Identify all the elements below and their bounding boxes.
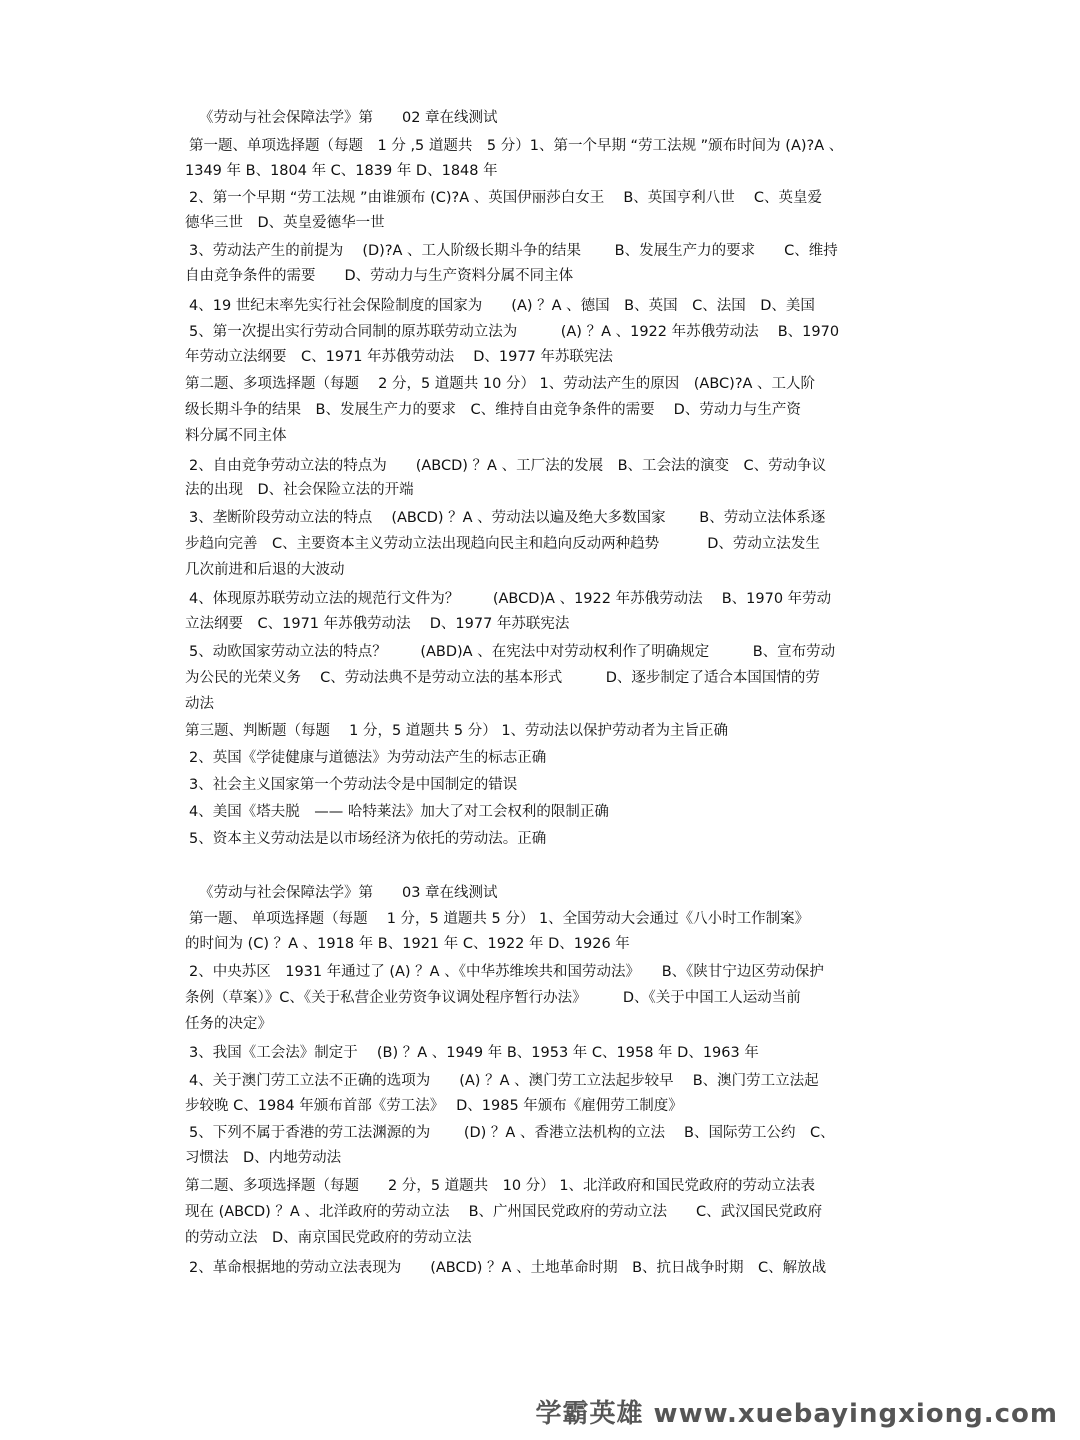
section1-line: 级长期斗争的结果 B、发展生产力的要求 C、维持自由竞争条件的需要 D、劳动力与生产资 [185,402,801,418]
section1-line: 自由竞争条件的需要 D、劳动力与生产资料分属不同主体 [185,268,574,284]
section2-line: 5、下列不属于香港的劳工法渊源的为 (D) ？A 、香港立法机构的立法 B、国际劳工公约 C、 [189,1125,835,1141]
section2-line: 任务的决定》 [185,1016,272,1032]
section2-line: 现在 (ABCD) ？A 、北洋政府的劳动立法 B、广州国民党政府的劳动立法 C、武汉国民党政府 [185,1204,823,1220]
section1-line: 2、英国《学徒健康与道德法》为劳动法产生的标志正确 [189,750,547,766]
section1-line: 动法 [185,696,214,712]
section1-line: 步趋向完善 C、主要资本主义劳动立法出现趋向民主和趋向反动两种趋势 D、劳动立法发生 [185,536,820,552]
section1-line: 料分属不同主体 [185,428,287,444]
section1-line: 5、资本主义劳动法是以市场经济为依托的劳动法。正确 [189,831,547,847]
section1-line: 第三题、判断题（每题 1 分，5 道题共 5 分） 1、劳动法以保护劳动者为主旨正确 [185,723,729,739]
section2-line: 2、革命根据地的劳动立法表现为 (ABCD) ？A 、土地革命时期 B、抗日战争时期 C、解放战 [189,1260,827,1276]
section2-line: 习惯法 D、内地劳动法 [185,1150,342,1166]
section1-line: 4、美国《塔夫脱 —— 哈特莱法》加大了对工会权利的限制正确 [189,804,609,820]
section1-line: 几次前进和后退的大波动 [185,562,345,578]
section1-line: 2、第一个早期 “劳工法规 ”由谁颁布 (C)?A 、英国伊丽莎白女王 B、英国亨利八世 C、英皇爱 [189,190,823,206]
section1-line: 德华三世 D、英皇爱德华一世 [185,215,385,231]
section1-line: 5、第一次提出实行劳动合同制的原苏联劳动立法为 (A) ？A 、1922 年苏俄劳动法 B、1970 [189,324,840,340]
section1-line: 5、动欧国家劳动立法的特点？ (ABD)A 、在宪法中对劳动权利作了明确规定 B、宣布劳动 [189,644,836,660]
section2-line: 第二题、多项选择题（每题 2 分，5 道题共 10 分） 1、北洋政府和国民党政府的劳动立法表 [185,1178,816,1194]
section1-line: 为公民的光荣义务 C、劳动法典不是劳动立法的基本形式 D、逐步制定了适合本国国情的劳 [185,670,820,686]
section2-line: 第一题、 单项选择题（每题 1 分，5 道题共 5 分） 1、全国劳动大会通过《八小时工作制案》 [189,911,810,927]
section1-line: 3、垄断阶段劳动立法的特点 (ABCD) ？A 、劳动法以遍及绝大多数国家 B、劳动立法体系逐 [189,510,826,526]
watermark: 学霸英雄 www.xuebayingxiong.com [535,1399,1058,1429]
section2-line: 条例（草案）》C、《关于私营企业劳资争议调处程序暂行办法》 D、《关于中国工人运动当前 [185,990,801,1006]
section1-line: 法的出现 D、社会保险立法的开端 [185,482,414,498]
section2-line: 2、中央苏区 1931 年通过了 (A) ？A 、《中华苏维埃共和国劳动法》 B、《陕甘宁边区劳动保护 [189,964,824,980]
section2-line: 的时间为 (C) ？A 、1918 年 B、1921 年 C、1922 年 D、1926 年 [185,936,630,952]
section2-line: 4、关于澳门劳工立法不正确的选项为 (A) ？A 、澳门劳工立法起步较早 B、澳门劳工立法起 [189,1073,819,1089]
section1-title: 《劳动与社会保障法学》第 02 章在线测试 [199,110,498,126]
section1-line: 4、体现原苏联劳动立法的规范行文件为？ (ABCD)A 、1922 年苏俄劳动法 B、1970 年劳动 [189,591,832,607]
section1-line: 立法纲要 C、1971 年苏俄劳动法 D、1977 年苏联宪法 [185,616,570,632]
section2-line: 的劳动立法 D、南京国民党政府的劳动立法 [185,1230,472,1246]
section2-line: 步较晚 C、1984 年颁布首部《劳工法》 D、1985 年颁布《雇佣劳工制度》 [185,1098,683,1114]
section1-line: 2、自由竞争劳动立法的特点为 (ABCD) ？A 、工厂法的发展 B、工会法的演变 C、劳动争议 [189,458,827,474]
section2-line: 3、我国《工会法》制定于 (B) ？A 、1949 年 B、1953 年 C、1958 年 D、1963 年 [189,1045,759,1061]
section2-title: 《劳动与社会保障法学》第 03 章在线测试 [199,885,498,901]
section1-line: 4、19 世纪末率先实行社会保险制度的国家为 (A) ？A 、德国 B、英国 C、法国 D、美国 [189,298,815,314]
section1-line: 年劳动立法纲要 C、1971 年苏俄劳动法 D、1977 年苏联宪法 [185,349,613,365]
section1-line: 3、劳动法产生的前提为 (D)?A 、工人阶级长期斗争的结果 B、发展生产力的要求 C、维持 [189,243,838,259]
section1-line: 第二题、多项选择题（每题 2 分，5 道题共 10 分） 1、劳动法产生的原因 (ABC)?A 、工人阶 [185,376,816,392]
section1-line: 第一题、单项选择题（每题 1 分 ,5 道题共 5 分）1、第一个早期 “劳工法规 ”颁布时间为 (A)?A 、 [189,138,844,154]
section1-line: 3、社会主义国家第一个劳动法令是中国制定的错误 [189,777,518,793]
section1-line: 1349 年 B、1804 年 C、1839 年 D、1848 年 [185,163,498,179]
